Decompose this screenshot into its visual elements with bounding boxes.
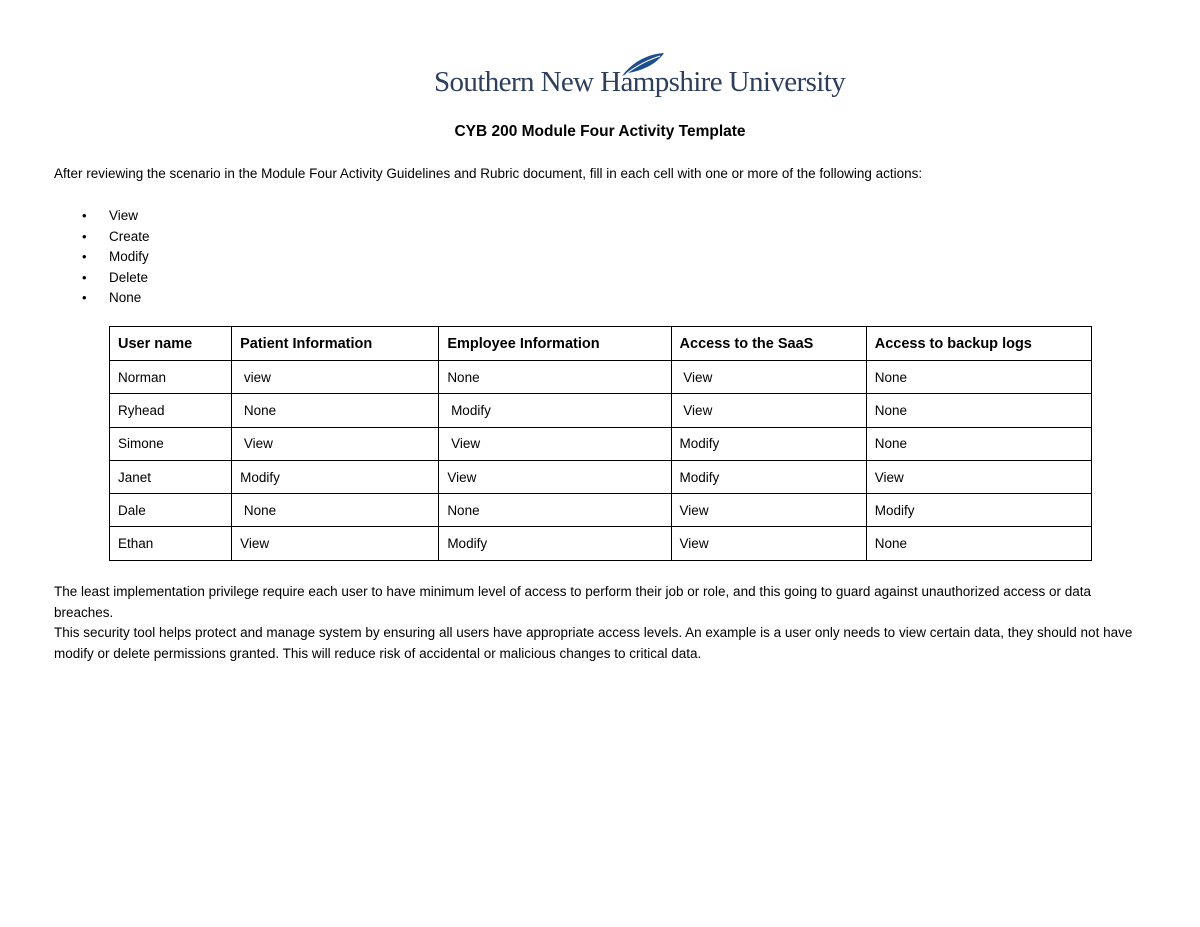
table-header-row [110, 327, 1092, 361]
intro-text: After reviewing the scenario in the Module Four Activity Guidelines and Rubric document, fill in each cell with one or more of the following actions: [54, 166, 923, 181]
table-cell: None [439, 494, 671, 527]
action-label: None [109, 290, 142, 305]
header-access-backup-logs: Access to backup logs [866, 327, 1091, 361]
header-access-saas: Access to the SaaS [671, 327, 866, 361]
header-user-name: User name [110, 327, 232, 361]
bullet-icon: • [82, 249, 87, 264]
table-cell: None [439, 361, 671, 394]
table-cell: view [232, 361, 439, 394]
table-cell: View [671, 394, 866, 427]
table-cell: None [232, 394, 439, 427]
table-cell: None [866, 361, 1091, 394]
table-row [110, 427, 1092, 460]
table-cell: Dale [110, 494, 232, 527]
table-row [110, 361, 1092, 394]
bullet-icon: • [82, 208, 87, 223]
list-item [54, 268, 150, 289]
table-cell: None [866, 527, 1091, 560]
list-item [54, 227, 150, 248]
list-item [54, 288, 150, 309]
table-cell: Modify [866, 494, 1091, 527]
table-cell: View [671, 494, 866, 527]
table-cell: View [671, 361, 866, 394]
action-label: View [109, 208, 139, 223]
table-row [110, 394, 1092, 427]
table-cell: Ryhead [110, 394, 232, 427]
table-cell: Simone [110, 427, 232, 460]
table-cell: Norman [110, 361, 232, 394]
table-cell: None [866, 427, 1091, 460]
table-cell: None [866, 394, 1091, 427]
table-cell: Modify [232, 460, 439, 493]
table-row [110, 494, 1092, 527]
table-cell: View [439, 460, 671, 493]
header-patient-information: Patient Information [232, 327, 439, 361]
action-label: Modify [109, 249, 149, 264]
table-cell: Modify [439, 394, 671, 427]
table-cell: None [232, 494, 439, 527]
document-title: CYB 200 Module Four Activity Template [454, 123, 746, 140]
list-item [54, 247, 150, 268]
table-row [110, 527, 1092, 560]
university-logo [434, 52, 846, 108]
bullet-icon: • [82, 269, 87, 285]
table-cell: Modify [671, 427, 866, 460]
table-cell: View [671, 527, 866, 560]
logo-text: Southern New Hampshire University [434, 66, 846, 98]
actions-list [54, 206, 150, 309]
table-cell: View [439, 427, 671, 460]
table-cell: Modify [671, 460, 866, 493]
bullet-icon: • [82, 228, 87, 244]
table-cell: Janet [110, 460, 232, 493]
table-cell: View [232, 427, 439, 460]
header-employee-information: Employee Information [439, 327, 671, 361]
table-row [110, 460, 1092, 493]
table-cell: Ethan [110, 527, 232, 560]
action-label: Create [109, 228, 150, 244]
least-privilege-paragraph: The least implementation privilege require each user to have minimum level of access to perform their job or role, and this going to guard against unauthorized access or data breaches. [54, 584, 1092, 620]
list-item [54, 206, 150, 227]
action-label: Delete [109, 269, 149, 285]
access-table [109, 326, 1092, 561]
security-tool-paragraph: This security tool helps protect and manage system by ensuring all users have appropriate access levels. An example is a user only needs to view certain data, they should not have modify or delete permissions granted. This will reduce risk of accidental or malicious changes to critical data. [54, 625, 1133, 661]
table-cell: View [866, 460, 1091, 493]
table-cell: Modify [439, 527, 671, 560]
bullet-icon: • [82, 290, 87, 305]
table-cell: View [232, 527, 439, 560]
